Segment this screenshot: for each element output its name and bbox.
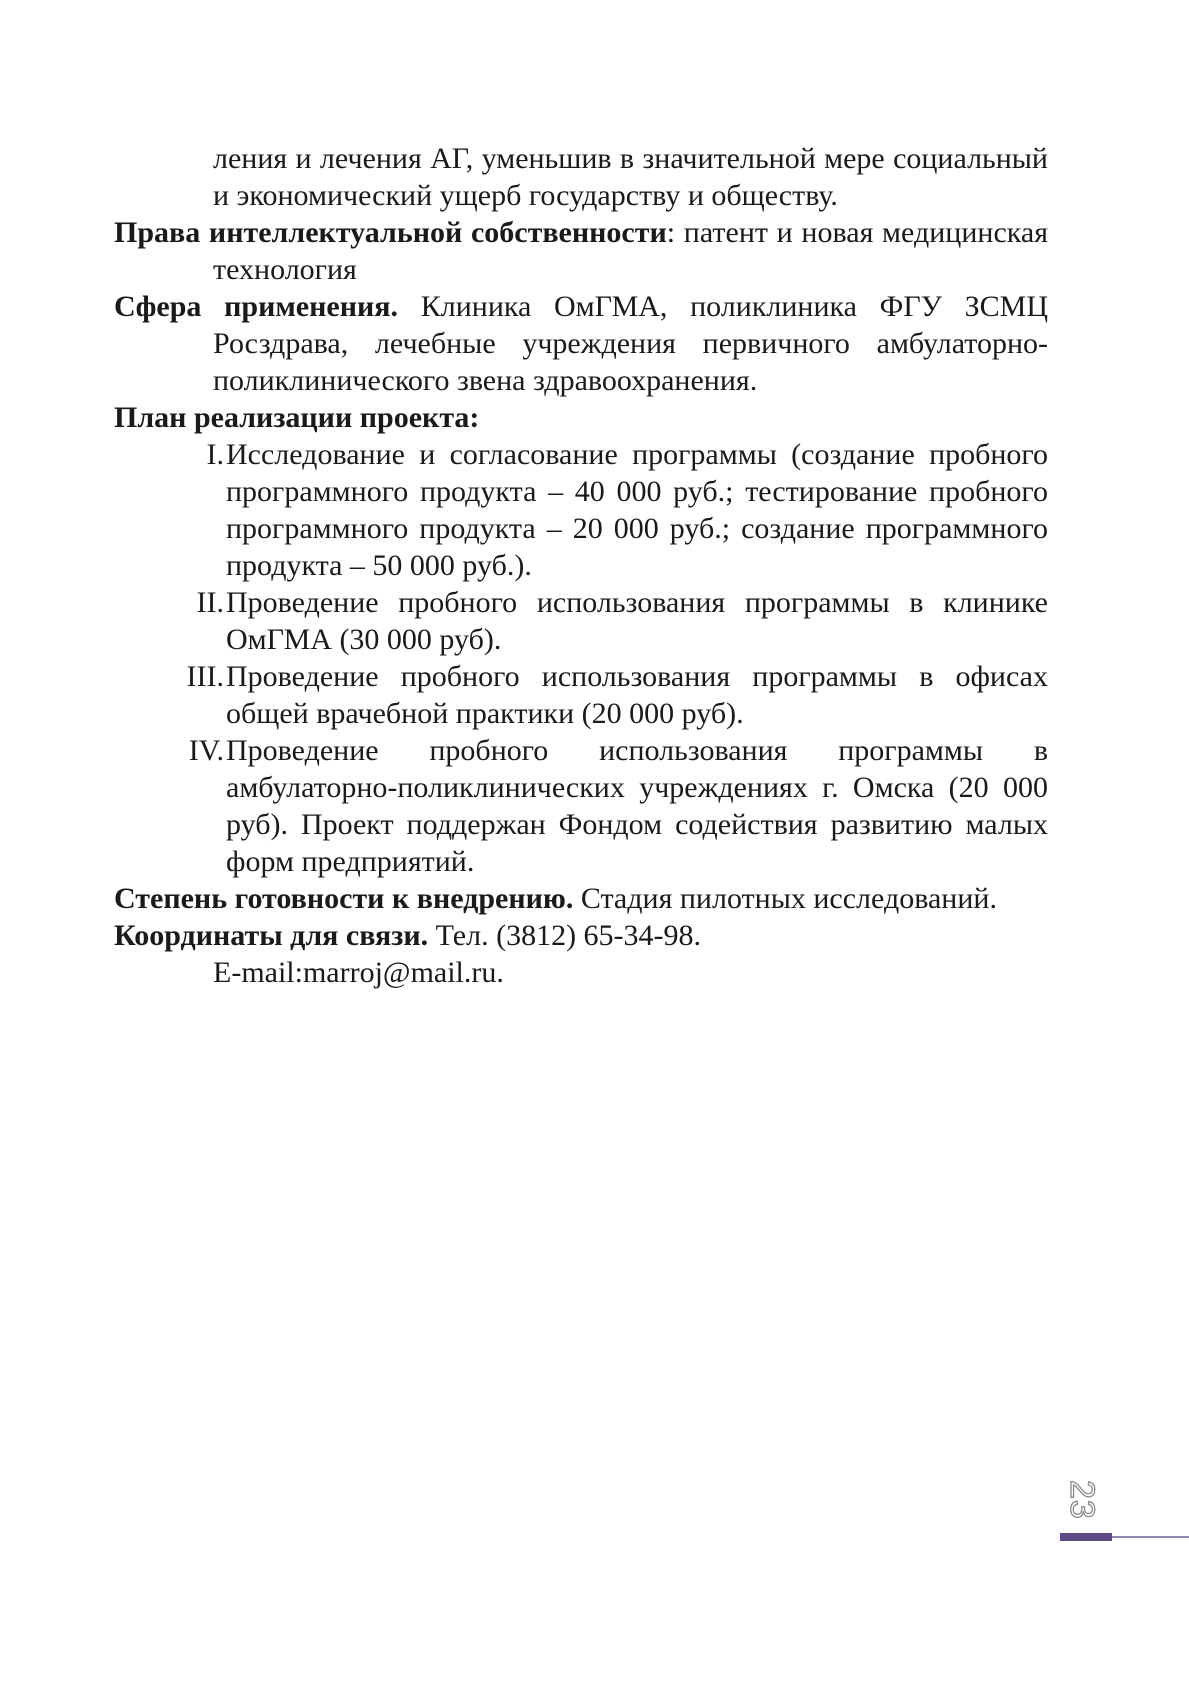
plan-item-4 xyxy=(114,732,1048,880)
plan-title: План реализации проекта: xyxy=(114,401,480,434)
plan-item-text: Проведение пробного использования программы в амбулаторно-поликлинических учреждениях г. Омска (20 000 руб). Проект поддержан Фондом содействия развитию малых форм предприятий. xyxy=(226,734,1048,878)
plan-item-text: Исследование и согласование программы (создание пробного программного продукта – 40 000 руб.; тестирование пробного программного продукта – 20 000 руб.; создание программного продукта – 50 000 руб.). xyxy=(226,438,1048,582)
page-content xyxy=(114,140,1048,991)
contacts-email: E-mail:marroj@mail.ru. xyxy=(213,956,504,989)
scope-paragraph xyxy=(114,288,1048,399)
intro-paragraph xyxy=(114,140,1048,214)
plan-item-text: Проведение пробного использования программы в клинике ОмГМА (30 000 руб). xyxy=(226,586,1048,656)
ip-rights-paragraph xyxy=(114,214,1048,288)
contacts-phone: Тел. (3812) 65-34-98. xyxy=(428,919,702,952)
page-rule-accent xyxy=(1060,1533,1112,1541)
plan-item-3 xyxy=(114,658,1048,732)
plan-item-text: Проведение пробного использования программы в офисах общей врачебной практики (20 000 руб). xyxy=(226,660,1048,730)
ip-rights-text: патент и новая медицинская технология xyxy=(213,216,1048,286)
plan-item-number: II. xyxy=(196,586,224,619)
plan-item-number: I. xyxy=(206,438,224,471)
readiness-label: Степень готовности к внедрению. xyxy=(114,882,574,915)
contacts-email-line xyxy=(114,954,1048,991)
plan-item-1 xyxy=(114,436,1048,584)
ip-rights-label: Права интеллектуальной собственности xyxy=(114,216,667,249)
ip-rights-sep: : xyxy=(666,216,676,249)
page-number: 23 xyxy=(1063,1480,1101,1520)
plan-item-2 xyxy=(114,584,1048,658)
plan-item-number: III. xyxy=(186,660,224,693)
plan-list xyxy=(114,436,1048,880)
readiness-text: Стадия пилотных исследований. xyxy=(573,882,997,915)
contacts-label: Координаты для связи. xyxy=(114,919,429,952)
plan-item-number: IV. xyxy=(188,734,224,767)
intro-text: ления и лечения АГ, уменьшив в значительной мере социальный и экономический ущерб государству и обществу. xyxy=(213,142,1048,212)
page-rule xyxy=(1060,1533,1189,1541)
page-rule-line xyxy=(1112,1536,1189,1538)
contacts-paragraph xyxy=(114,917,1048,954)
scope-text: Клиника ОмГМА, поликлиника ФГУ ЗСМЦ Росздрава, лечебные учреждения первичного амбулаторно-поликлинического звена здравоохранения. xyxy=(213,290,1049,397)
readiness-paragraph xyxy=(114,880,1048,917)
scope-label: Сфера применения. xyxy=(114,290,399,323)
